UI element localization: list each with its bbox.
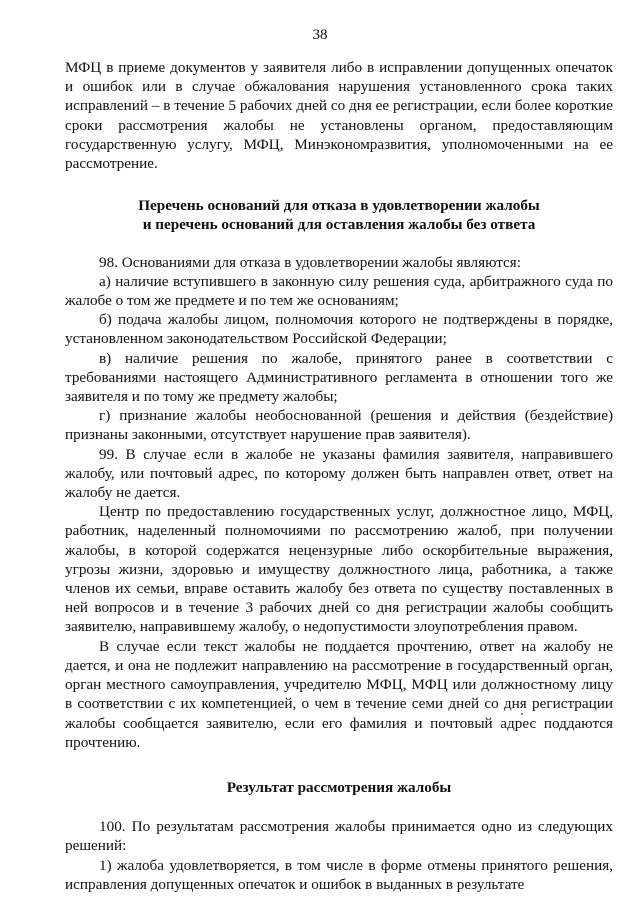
paragraph-99-abusive: Центр по предоставлению государственных услуг, должностное лицо, МФЦ, работник, наделенный полномочиями по рассмотрению жалоб, при получении жалобы, в которой содержатся нецензурные либо оскорбительные выражения, угрозы жизни, здоровью и имуществу должностного лица, работника, а также членов их семьи, вправе оставить жалобу без ответа по существу поставленных в ней вопросов и в течение 3 рабочих дней со дня регистрации жалобы сообщить заявителю, направившему жалобу, о недопустимости злоупотребления правом.: [65, 503, 613, 636]
scan-speck: [521, 713, 523, 715]
heading-refusal-line-1: Перечень оснований для отказа в удовлетворении жалобы: [138, 197, 540, 215]
paragraph-100: 100. По результатам рассмотрения жалобы принимается одно из следующих решений:: [65, 818, 613, 855]
heading-complaint-result: Результат рассмотрения жалобы: [226, 778, 452, 796]
document-body: [65, 58, 613, 894]
paragraph-99: 99. В случае если в жалобе не указаны фамилия заявителя, направившего жалобу, или почтовый адрес, по которому должен быть направлен ответ, ответ на жалобу не дается.: [65, 445, 613, 502]
paragraph-98-a: а) наличие вступившего в законную силу решения суда, арбитражного суда по жалобе о том же предмете и по тем же основаниям;: [65, 272, 613, 310]
paragraph-98-b: б) подача жалобы лицом, полномочия которого не подтверждены в порядке, установленном законодательством Российской Федерации;: [65, 311, 613, 348]
paragraph-intro: МФЦ в приеме документов у заявителя либо в исправлении допущенных опечаток и ошибок или в случае обжалования нарушения установленного срока таких исправлений – в течение 5 рабочих дней со дня ее регистрации, если более короткие сроки рассмотрения жалобы не установлены органом, предоставляющим государственную услугу, МФЦ, Минэкономразвития, уполномоченными на ее рассмотрение.: [65, 59, 613, 173]
paragraph-99-unreadable: В случае если текст жалобы не поддается прочтению, ответ на жалобу не дается, и она не подлежит направлению на рассмотрение в государственный орган, орган местного самоуправления, учредителю МФЦ, МФЦ или должностному лицу в соответствии с их компетенцией, о чем в течение семи дней со дня регистрации жалобы сообщается заявителю, если его фамилия и почтовый адрес поддаются прочтению.: [65, 637, 613, 751]
paragraph-98-d: г) признание жалобы необоснованной (решения и действия (бездействие) признаны законными, отсутствует нарушение прав заявителя).: [65, 407, 613, 444]
page-number: 38: [312, 27, 328, 43]
heading-refusal-line-2: и перечень оснований для оставления жалобы без ответа: [142, 216, 536, 234]
heading-refusal-grounds: [65, 196, 613, 234]
paragraph-98-c: в) наличие решения по жалобе, принятого ранее в соответствии с требованиями настоящего Административного регламента в отношении того же заявителя и по тому же предмету жалобы;: [65, 349, 613, 406]
paragraph-100-1: 1) жалоба удовлетворяется, в том числе в форме отмены принятого решения, исправления допущенных опечаток и ошибок в выданных в результате: [65, 856, 613, 893]
paragraph-98: 98. Основаниями для отказа в удовлетворении жалобы являются:: [99, 253, 521, 271]
